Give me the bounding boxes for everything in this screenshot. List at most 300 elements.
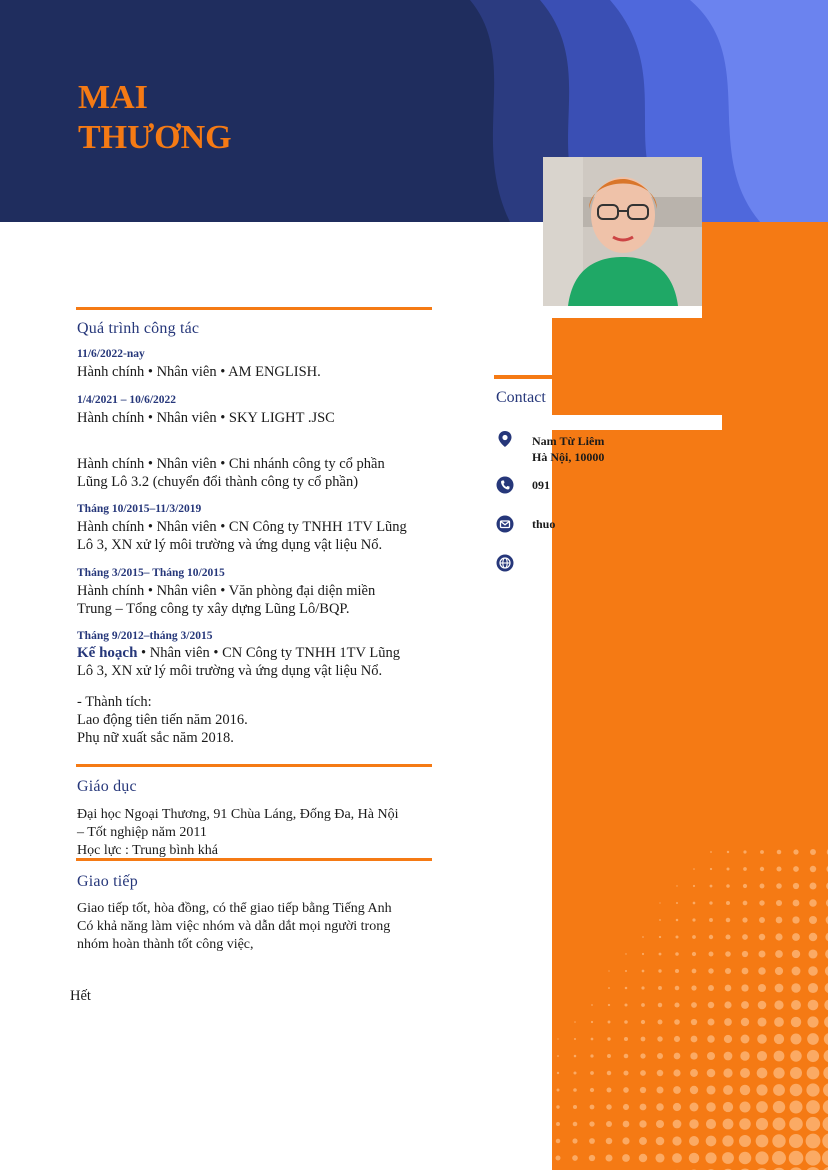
decor-dot [656, 1120, 664, 1128]
decor-dot [724, 1052, 733, 1061]
communication-line: Giao tiếp tốt, hòa đồng, có thể giao tiếp bằng Tiếng Anh [77, 901, 392, 916]
decor-dot [641, 1037, 646, 1042]
address-line: Nam Từ Liêm [532, 434, 605, 448]
decor-dot [759, 917, 765, 923]
decor-dot [640, 1070, 646, 1076]
job-description [77, 518, 437, 554]
decor-dot [758, 1001, 767, 1010]
decor-dot [607, 1088, 612, 1093]
job-line: Hành chính • Nhân viên • Văn phòng đại diện miền [77, 583, 376, 599]
decor-dot [639, 1120, 646, 1127]
decor-dot [776, 900, 782, 906]
decor-dot [689, 1153, 699, 1163]
decor-dot [740, 1102, 751, 1113]
decor-dot [655, 1153, 664, 1162]
decor-dot [790, 1067, 802, 1079]
decor-dot [675, 935, 678, 938]
decor-dot [623, 1070, 628, 1075]
job-date: 11/6/2022-nay [77, 348, 145, 360]
decor-dot [708, 1002, 714, 1008]
job-line: Hành chính • Nhân viên • Chi nhánh công ty cổ phần [77, 456, 385, 472]
decor-dot [777, 850, 782, 855]
decor-dot [710, 851, 712, 853]
decor-dot [556, 1139, 560, 1143]
job-line: Hành chính • Nhân viên • SKY LIGHT .JSC [77, 410, 335, 426]
job-line-rest: • Nhân viên • CN Công ty TNHH 1TV Lũng [137, 645, 400, 661]
decor-dot [607, 1054, 611, 1058]
decor-dot [674, 1019, 680, 1025]
decor-dot [709, 935, 713, 939]
decor-dot [742, 951, 748, 957]
decor-dot [642, 936, 644, 938]
decor-dot [743, 884, 747, 888]
decor-dot [724, 1001, 731, 1008]
decor-dot [791, 983, 800, 992]
decor-dot [725, 985, 732, 992]
decor-dot [723, 1102, 733, 1112]
decor-dot [606, 1138, 613, 1145]
decor-dot [710, 868, 712, 870]
job-description [77, 455, 437, 491]
decor-dot [641, 1003, 645, 1007]
decor-dot [740, 1068, 750, 1078]
experience-rule [76, 307, 432, 310]
phone-icon [496, 476, 514, 494]
decor-dot [590, 1105, 595, 1110]
decor-dot [759, 951, 766, 958]
education-title: Giáo dục [77, 778, 137, 795]
decor-dot [573, 1071, 576, 1074]
decor-dot [776, 866, 781, 871]
decor-dot [640, 1104, 647, 1111]
decor-dot [722, 1135, 733, 1146]
decor-dot [806, 1083, 819, 1096]
decor-dot [741, 1035, 750, 1044]
decor-dot [742, 968, 749, 975]
decor-dot [739, 1118, 751, 1130]
decor-dot [824, 1050, 828, 1063]
decor-dot [772, 1134, 785, 1147]
profile-photo [543, 157, 702, 306]
contact-rule [494, 375, 552, 379]
decor-dot [722, 1152, 734, 1164]
decor-dot [589, 1155, 595, 1161]
achievement-line: Lao động tiên tiến năm 2016. [77, 712, 248, 728]
decor-dot [672, 1136, 681, 1145]
decor-dot [705, 1152, 716, 1163]
decor-dot [557, 1089, 560, 1092]
communication-title: Giao tiếp [77, 873, 138, 890]
decor-dot [774, 1017, 784, 1027]
decor-dot [756, 1084, 767, 1095]
decor-dot [691, 985, 696, 990]
sidebar-orange-panel [552, 222, 828, 1170]
decor-dot [793, 866, 799, 872]
education-line: Học lực : Trung bình khá [77, 843, 218, 858]
decor-dot [724, 1018, 732, 1026]
dot-pattern-decoration [552, 222, 828, 1170]
decor-dot [675, 969, 679, 973]
decor-dot [706, 1119, 716, 1129]
decor-dot [624, 1003, 627, 1006]
decor-dot [790, 1084, 803, 1097]
decor-dot [710, 885, 713, 888]
decor-dot [789, 1151, 804, 1166]
decor-dot [757, 1051, 767, 1061]
decor-dot [676, 919, 679, 922]
decor-dot [790, 1050, 801, 1061]
decor-dot [625, 987, 628, 990]
decor-dot [693, 868, 695, 870]
decor-dot [822, 1150, 828, 1166]
decor-dot [591, 1004, 593, 1006]
decor-dot [757, 1017, 766, 1026]
decor-dot [556, 1156, 561, 1161]
decor-dot [689, 1119, 698, 1128]
decor-dot [789, 1100, 802, 1113]
decor-dot [607, 1071, 611, 1075]
decor-dot [590, 1054, 593, 1057]
decor-dot [608, 970, 609, 971]
decor-dot [740, 1085, 750, 1095]
decor-dot [808, 1000, 819, 1011]
job-description [77, 363, 437, 381]
decor-dot [689, 1136, 699, 1146]
decor-dot [773, 1118, 786, 1131]
decor-dot [693, 902, 696, 905]
communication-rule [76, 858, 432, 861]
education-line: – Tốt nghiệp năm 2011 [77, 825, 207, 840]
decor-dot [727, 868, 730, 871]
job-line: Hành chính • Nhân viên • AM ENGLISH. [77, 364, 321, 380]
candidate-name [78, 78, 232, 158]
location-pin-icon [496, 430, 514, 448]
decor-dot [690, 1103, 699, 1112]
job-line: Lô 3, XN xử lý môi trường và ứng dụng vật liệu Nổ. [77, 537, 383, 553]
decor-dot [724, 1035, 732, 1043]
decor-dot [691, 1036, 698, 1043]
decor-dot [556, 1122, 560, 1126]
decor-dot [709, 952, 714, 957]
decor-dot [806, 1100, 820, 1114]
decor-dot [793, 900, 800, 907]
communication-line: Có khả năng làm việc nhóm và dẫn dắt mọi người trong [77, 919, 391, 934]
photo-caption-bar [552, 306, 702, 318]
decor-dot [760, 884, 765, 889]
decor-dot [739, 1135, 751, 1147]
email-icon [496, 515, 514, 533]
decor-dot [792, 950, 800, 958]
decor-dot [741, 1018, 749, 1026]
decor-dot [759, 934, 765, 940]
decor-dot [726, 884, 730, 888]
decor-dot [726, 918, 731, 923]
decor-dot [789, 1117, 803, 1131]
decor-dot [823, 1066, 828, 1079]
decor-dot [808, 949, 817, 958]
achievements [77, 693, 437, 747]
decor-dot [656, 1137, 665, 1146]
decor-dot [659, 902, 660, 903]
decor-dot [793, 883, 799, 889]
decor-dot [810, 849, 816, 855]
job-description [77, 582, 437, 618]
experience-title: Quá trình công tác [77, 320, 200, 337]
job-date: Tháng 3/2015– Tháng 10/2015 [77, 567, 225, 579]
decor-dot [672, 1153, 682, 1163]
decor-dot [624, 1054, 629, 1059]
decor-dot [723, 1119, 734, 1130]
decor-dot [624, 1020, 628, 1024]
decor-dot [657, 1070, 664, 1077]
decor-dot [675, 986, 680, 991]
decor-dot [676, 902, 678, 904]
decor-dot [658, 969, 661, 972]
decor-dot [573, 1105, 577, 1109]
decor-dot [725, 934, 730, 939]
decor-dot [658, 1003, 662, 1007]
decor-dot [692, 935, 696, 939]
decor-dot [824, 1016, 828, 1028]
decor-dot [775, 950, 783, 958]
decor-dot [825, 983, 828, 994]
decor-dot [641, 986, 644, 989]
decor-dot [759, 900, 764, 905]
decor-dot [557, 1038, 558, 1039]
decor-dot [775, 967, 783, 975]
job-line: Lô 3, XN xử lý môi trường và ứng dụng vật liệu Nổ. [77, 663, 383, 679]
decor-dot [572, 1138, 577, 1143]
decor-dot [659, 919, 661, 921]
decor-dot [574, 1021, 576, 1023]
job-role-lead: Kế hoạch [77, 645, 138, 661]
decor-dot [574, 1055, 577, 1058]
job-line: Lũng Lô 3.2 (chuyển đổi thành công ty cổ phần) [77, 474, 359, 490]
decor-dot [824, 999, 828, 1010]
job-line: Hành chính • Nhân viên • CN Công ty TNHH 1TV Lũng [77, 519, 407, 535]
decor-dot [708, 1019, 715, 1026]
contact-redaction-bar [552, 415, 722, 430]
contact-title: Contact [496, 389, 546, 406]
decor-dot [823, 1100, 828, 1114]
decor-dot [776, 883, 782, 889]
decor-dot [791, 1034, 802, 1045]
decor-dot [775, 984, 784, 993]
decor-dot [589, 1138, 595, 1144]
decor-dot [708, 985, 714, 991]
decor-dot [557, 1072, 559, 1074]
decor-dot [808, 983, 818, 993]
decor-dot [743, 867, 747, 871]
achievement-line: - Thành tích: [77, 694, 152, 710]
decor-dot [743, 901, 748, 906]
decor-dot [674, 1036, 680, 1042]
job-date: 1/4/2021 – 10/6/2022 [77, 394, 177, 406]
decor-dot [707, 1052, 715, 1060]
decor-dot [640, 1087, 646, 1093]
decor-dot [673, 1120, 682, 1129]
decor-dot [658, 1020, 663, 1025]
decor-dot [775, 933, 782, 940]
decor-dot [623, 1104, 629, 1110]
education-text [77, 806, 442, 860]
decor-dot [572, 1155, 578, 1161]
decor-dot [622, 1137, 629, 1144]
decor-dot [773, 1084, 785, 1096]
decor-dot [741, 1001, 749, 1009]
decor-dot [823, 1083, 828, 1097]
decor-dot [607, 1037, 610, 1040]
decor-dot [608, 987, 610, 989]
decor-dot [675, 952, 679, 956]
communication-line: nhóm hoàn thành tốt công việc, [77, 937, 254, 952]
decor-dot [741, 984, 748, 991]
contact-email[interactable]: thuo [532, 517, 556, 531]
job-date: Tháng 9/2012–tháng 3/2015 [77, 630, 213, 642]
decor-dot [776, 917, 783, 924]
decor-dot [591, 1038, 594, 1041]
decor-dot [758, 967, 766, 975]
decor-dot [608, 1004, 610, 1006]
decor-dot [706, 1085, 715, 1094]
decor-dot [824, 1033, 828, 1045]
decor-dot [739, 1152, 752, 1165]
decor-dot [622, 1154, 630, 1162]
decor-dot [706, 1102, 716, 1112]
decor-dot [659, 936, 661, 938]
end-marker: Hết [70, 988, 91, 1004]
decor-dot [573, 1088, 577, 1092]
decor-dot [726, 901, 730, 905]
decor-dot [723, 1085, 733, 1095]
decor-dot [606, 1104, 611, 1109]
decor-dot [591, 1021, 593, 1023]
decor-dot [756, 1135, 769, 1148]
decor-dot [809, 899, 816, 906]
decor-dot [807, 1067, 820, 1080]
achievement-line: Phụ nữ xuất sắc năm 2018. [77, 730, 234, 746]
decor-dot [642, 970, 645, 973]
globe-icon [496, 554, 514, 572]
decor-dot [673, 1086, 681, 1094]
decor-dot [709, 918, 713, 922]
decor-dot [725, 968, 731, 974]
decor-dot [792, 967, 801, 976]
decor-dot [641, 1020, 645, 1024]
decor-dot [608, 1021, 611, 1024]
decor-dot [772, 1151, 786, 1165]
decor-dot [809, 933, 818, 942]
decor-dot [606, 1121, 612, 1127]
decor-dot [791, 1017, 801, 1027]
decor-dot [673, 1069, 680, 1076]
decor-dot [823, 1117, 828, 1132]
decor-dot [605, 1154, 612, 1161]
decor-dot [742, 917, 747, 922]
decor-dot [810, 866, 816, 872]
decor-dot [656, 1086, 663, 1093]
decor-dot [659, 953, 662, 956]
decor-dot [691, 1002, 697, 1008]
decor-dot [692, 918, 695, 921]
decor-dot [727, 851, 729, 853]
decor-dot [756, 1118, 768, 1130]
decor-dot [774, 1034, 784, 1044]
decor-dot [810, 883, 817, 890]
job-line: Trung – Tổng công ty xây dựng Lũng Lô/BQP. [77, 601, 350, 617]
decor-dot [757, 1068, 768, 1079]
decor-dot [691, 1019, 697, 1025]
decor-dot [743, 850, 746, 853]
decor-dot [556, 1105, 559, 1108]
decor-dot [657, 1036, 662, 1041]
address-line: Hà Nội, 10000 [532, 450, 605, 464]
decor-dot [773, 1067, 784, 1078]
decor-dot [774, 1051, 785, 1062]
decor-dot [657, 1053, 663, 1059]
decor-dot [623, 1087, 629, 1093]
decor-dot [809, 916, 817, 924]
decor-dot [557, 1055, 559, 1057]
job-description [77, 644, 437, 680]
decor-dot [756, 1101, 768, 1113]
decor-dot [642, 953, 644, 955]
decor-dot [658, 986, 662, 990]
job-description [77, 409, 437, 427]
name-line-2: THƯƠNG [78, 119, 232, 156]
name-line-1: MAI [78, 79, 148, 116]
decor-dot [789, 1134, 803, 1148]
decor-dot [805, 1150, 820, 1165]
decor-dot [625, 970, 627, 972]
decor-dot [674, 1053, 681, 1060]
decor-dot [755, 1151, 768, 1164]
decor-dot [760, 867, 764, 871]
decor-dot [676, 885, 677, 886]
decor-dot [806, 1117, 820, 1131]
decor-dot [573, 1122, 578, 1127]
decor-dot [723, 1068, 732, 1077]
decor-dot [707, 1035, 715, 1043]
job-line [77, 644, 437, 662]
decor-dot [656, 1103, 664, 1111]
decor-dot [807, 1050, 819, 1062]
decor-dot [623, 1121, 630, 1128]
decor-dot [807, 1033, 819, 1045]
contact-phone[interactable]: 091 [532, 478, 550, 492]
decor-dot [692, 969, 697, 974]
decor-dot [807, 1016, 818, 1027]
job-date: Tháng 10/2015–11/3/2019 [77, 503, 202, 515]
decor-dot [673, 1103, 681, 1111]
decor-dot [709, 901, 712, 904]
decor-dot [773, 1101, 785, 1113]
decor-dot [590, 1071, 594, 1075]
decor-dot [590, 1088, 594, 1092]
decor-dot [639, 1137, 647, 1145]
decor-dot [793, 849, 798, 854]
decor-dot [708, 968, 713, 973]
decor-dot [706, 1136, 717, 1147]
decor-dot [693, 885, 695, 887]
decor-dot [707, 1069, 716, 1078]
decor-dot [674, 1002, 679, 1007]
decor-dot [690, 1069, 698, 1077]
decor-dot [808, 966, 818, 976]
decor-dot [690, 1052, 697, 1059]
decor-dot [822, 1133, 828, 1148]
decor-dot [774, 1000, 783, 1009]
